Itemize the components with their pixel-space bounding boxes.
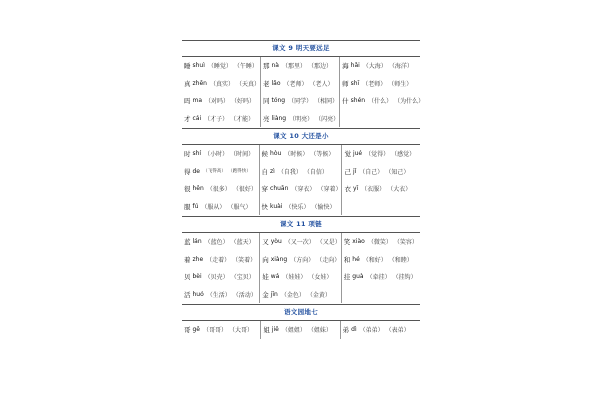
example-word: （姐妹） (307, 327, 332, 335)
pinyin: shī (350, 79, 360, 87)
vocab-cell (342, 163, 420, 181)
example-word: （金黄） (306, 291, 331, 299)
example-word: （哥哥） (203, 327, 228, 335)
example-word: （牵挂） (366, 274, 391, 282)
character: 姐 (263, 326, 270, 335)
example-word: （老人） (309, 80, 334, 88)
vocab-cell (260, 163, 343, 181)
example-word: （女娃） (308, 274, 333, 282)
character: 快 (261, 202, 269, 211)
vocab-cell (340, 110, 424, 128)
character: 穿 (261, 185, 269, 194)
example-word: （走向） (316, 256, 341, 264)
character: 又 (262, 238, 269, 247)
example-word: （生活） (206, 291, 231, 299)
character: 得 (184, 167, 191, 176)
example-word: （表弟） (385, 327, 410, 335)
pinyin: dì (351, 326, 357, 334)
character: 海 (342, 62, 349, 71)
example-word: （穿衣） (291, 186, 316, 194)
vocab-cell (182, 233, 260, 251)
example-word: （服气） (227, 203, 252, 211)
vocab-cell (261, 75, 340, 93)
pinyin: shuì (192, 62, 205, 70)
pinyin: zhe (192, 255, 204, 263)
section-title: 课文 9 明天要远足 (182, 40, 420, 57)
pinyin: shí (192, 150, 202, 158)
section-title: 语文园地七 (182, 304, 420, 321)
character: 娃 (262, 273, 269, 282)
pinyin: lán (192, 238, 202, 246)
character: 和 (343, 255, 351, 264)
pinyin: tóng (271, 97, 286, 105)
example-word: （相同） (314, 98, 339, 106)
pinyin: nà (271, 62, 279, 70)
example-word: （蓝天） (230, 239, 255, 247)
character: 师 (342, 79, 349, 88)
example-word: （蓝色） (204, 239, 229, 247)
pinyin: lǎo (271, 79, 281, 87)
character: 己 (344, 167, 351, 176)
vocab-cell (261, 57, 340, 75)
vocab-grid (182, 145, 420, 215)
vocab-cell (182, 198, 260, 216)
vocab-cell (260, 145, 343, 163)
character: 服 (184, 202, 191, 211)
example-word: （愉快） (311, 203, 336, 211)
example-word: （大海） (362, 63, 387, 71)
example-word: （跑得快） (227, 169, 251, 175)
example-word: （闪亮） (315, 115, 340, 123)
example-word: （等候） (310, 151, 335, 159)
example-word: （同学） (288, 98, 313, 106)
character: 亮 (262, 114, 270, 123)
vocab-cell (182, 145, 260, 163)
vocab-cell (261, 321, 340, 339)
example-word: （大哥） (229, 327, 254, 335)
example-word: （小时） (204, 151, 229, 159)
vocab-cell (340, 75, 424, 93)
vocab-grid (182, 57, 425, 127)
example-word: （快乐） (285, 203, 310, 211)
section-title: 课文 11 项链 (182, 216, 420, 233)
pinyin: ma (192, 97, 203, 105)
pinyin: fú (192, 202, 199, 210)
example-word: （活动） (232, 291, 257, 299)
vocab-cell (261, 110, 340, 128)
pinyin: yòu (270, 238, 282, 246)
pinyin: cái (192, 114, 202, 122)
character: 时 (184, 150, 191, 159)
example-word: （又一次） (284, 239, 315, 247)
vocab-cell (340, 57, 424, 75)
character: 着 (184, 255, 191, 264)
vocab-cell (260, 198, 343, 216)
example-word: （明亮） (289, 115, 314, 123)
pinyin: chuān (270, 185, 289, 193)
example-word: （方向） (290, 256, 315, 264)
example-word: （对吗） (205, 98, 230, 106)
character: 金 (262, 290, 269, 299)
pinyin: guà (352, 273, 364, 281)
example-word: （微笑） (367, 239, 392, 247)
vocab-cell (342, 180, 420, 198)
pinyin: huó (192, 290, 204, 298)
example-word: （穿着） (317, 186, 342, 194)
character: 自 (261, 167, 269, 176)
example-word: （才能） (230, 115, 255, 123)
vocab-cell (182, 92, 261, 110)
example-word: （很好） (232, 186, 257, 194)
vocab-cell (260, 251, 342, 269)
vocab-cell (261, 92, 340, 110)
character: 哥 (184, 326, 191, 335)
example-word: （很多） (206, 186, 231, 194)
vocab-cell (260, 286, 342, 304)
example-word: （觉得） (365, 151, 390, 159)
example-word: （挂钩） (392, 274, 417, 282)
example-word: （笑容） (393, 239, 418, 247)
character: 向 (262, 255, 269, 264)
example-word: （为什么） (394, 98, 425, 106)
character: 贝 (184, 273, 191, 282)
character: 活 (184, 290, 191, 299)
example-word: （自己） (359, 168, 384, 176)
character: 衣 (344, 185, 351, 194)
vocab-cell (182, 75, 261, 93)
vocab-cell (182, 268, 260, 286)
vocab-cell (182, 110, 261, 128)
pinyin: liàng (271, 114, 287, 122)
example-word: （感觉） (391, 151, 416, 159)
example-word: （老师） (283, 80, 308, 88)
example-word: （那边） (307, 63, 332, 71)
pinyin: zhēn (192, 79, 207, 87)
example-word: （姐姐） (281, 327, 306, 335)
pinyin: wá (270, 273, 280, 281)
example-word: （又是） (316, 239, 341, 247)
vocab-cell (342, 268, 420, 286)
character: 笑 (343, 238, 351, 247)
vocab-cell (260, 233, 342, 251)
example-word: （飞得高） (203, 169, 226, 175)
example-word: （知己） (385, 168, 410, 176)
example-word: （天真） (235, 80, 260, 88)
character: 同 (262, 97, 270, 106)
example-word: （师生） (388, 80, 413, 88)
pinyin: xiàng (270, 255, 288, 263)
example-word: （宝贝） (230, 274, 255, 282)
character: 蓝 (184, 238, 191, 247)
pinyin: yī (352, 185, 359, 193)
pinyin: shén (350, 97, 366, 105)
example-word: （海洋） (388, 63, 413, 71)
pinyin: jǐ (352, 167, 357, 175)
character: 很 (184, 185, 191, 194)
pinyin: kuài (270, 202, 283, 210)
vocab-grid (182, 321, 420, 339)
example-word: （真实） (209, 80, 234, 88)
example-word: （和睦） (388, 256, 413, 264)
example-word: （服从） (201, 203, 226, 211)
example-word: （走着） (206, 256, 231, 264)
vocab-cell (182, 286, 260, 304)
vocab-cell (342, 286, 420, 304)
vocab-cell (182, 57, 261, 75)
example-word: （好吗） (231, 98, 256, 106)
character: 才 (184, 114, 191, 123)
section-title: 课文 10 大还是小 (182, 128, 420, 145)
vocab-cell (182, 180, 260, 198)
vocab-cell (341, 321, 420, 339)
pinyin: xiào (352, 238, 365, 246)
vocab-cell (260, 180, 343, 198)
example-word: （金色） (280, 291, 305, 299)
pinyin: bèi (192, 273, 202, 281)
example-word: （娃娃） (282, 274, 307, 282)
example-word: （才子） (204, 115, 229, 123)
vocab-cell (182, 321, 261, 339)
character: 真 (184, 79, 191, 88)
pinyin: hěn (192, 185, 204, 193)
example-word: （自我） (277, 168, 302, 176)
example-word: （弟弟） (359, 327, 384, 335)
pinyin: gē (192, 326, 200, 334)
pinyin: jīn (270, 290, 278, 298)
example-word: （时间） (230, 151, 255, 159)
character: 弟 (342, 326, 350, 335)
example-word: （衣服） (361, 186, 386, 194)
example-word: （和好） (362, 256, 387, 264)
character: 候 (261, 150, 269, 159)
example-word: （贝壳） (204, 274, 229, 282)
vocab-grid (182, 233, 420, 303)
vocab-cell (342, 251, 420, 269)
character: 睡 (184, 62, 191, 71)
pinyin: jué (352, 150, 363, 158)
pinyin: de (192, 167, 200, 175)
character: 觉 (344, 150, 351, 159)
pinyin: hòu (270, 150, 282, 158)
character: 老 (262, 79, 270, 88)
pinyin: jiě (271, 326, 279, 334)
pinyin: hǎi (350, 62, 360, 70)
example-word: （午睡） (233, 63, 258, 71)
example-word: （大衣） (387, 186, 412, 194)
character: 吗 (184, 97, 191, 106)
example-word: （笑着） (232, 256, 257, 264)
vocab-cell (342, 233, 420, 251)
example-word: （那里） (281, 63, 306, 71)
pinyin: hé (352, 255, 360, 263)
vocab-cell (182, 163, 260, 181)
character: 挂 (343, 273, 351, 282)
character: 什 (342, 97, 349, 106)
character: 那 (262, 62, 270, 71)
vocab-cell (342, 145, 420, 163)
vocab-cell (342, 198, 420, 216)
example-word: （什么） (368, 98, 393, 106)
vocab-cell (182, 251, 260, 269)
example-word: （老师） (362, 80, 387, 88)
example-word: （自信） (303, 168, 328, 176)
example-word: （时候） (284, 151, 309, 159)
pinyin: zì (270, 167, 275, 175)
vocab-cell (340, 92, 424, 110)
example-word: （睡觉） (207, 63, 232, 71)
vocab-cell (260, 268, 342, 286)
vocabulary-sheet (182, 40, 425, 339)
